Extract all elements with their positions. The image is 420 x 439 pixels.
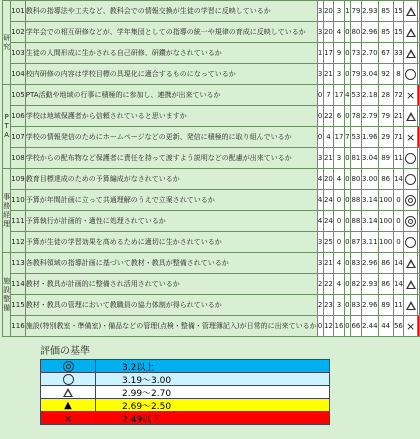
evaluation-mark bbox=[404, 295, 418, 316]
status-swatch bbox=[417, 169, 419, 190]
value-cell: 0 bbox=[344, 64, 350, 85]
evaluation-mark bbox=[404, 1, 418, 22]
item-number: 115 bbox=[11, 295, 26, 316]
value-cell: 21 bbox=[393, 106, 404, 127]
value-cell: 14 bbox=[393, 274, 404, 295]
value-cell: 29 bbox=[378, 127, 393, 148]
value-cell: 0 bbox=[393, 232, 404, 253]
item-number: 113 bbox=[11, 253, 26, 274]
value-cell: 0 bbox=[393, 211, 404, 232]
circle-icon bbox=[63, 374, 74, 385]
evaluation-mark bbox=[404, 253, 418, 274]
value-cell: 0 bbox=[334, 232, 345, 253]
status-swatch bbox=[417, 190, 419, 211]
value-cell: 4 bbox=[317, 190, 323, 211]
status-swatch bbox=[417, 211, 419, 232]
triangle-icon bbox=[406, 7, 416, 16]
value-cell: 86 bbox=[378, 274, 393, 295]
cross-icon: × bbox=[405, 130, 416, 144]
category-cell: 施 設 整 備 bbox=[3, 253, 11, 337]
value-cell: 21 bbox=[323, 148, 334, 169]
evaluation-mark bbox=[404, 190, 418, 211]
value-cell: 11 bbox=[393, 295, 404, 316]
value-cell: 20 bbox=[323, 1, 334, 22]
table-row bbox=[3, 22, 420, 43]
value-cell: 23 bbox=[323, 295, 334, 316]
table-row bbox=[3, 232, 420, 253]
item-text: 学校からの配布物など保護者に責任を持って渡すよう説明などの配慮が出来ているか bbox=[25, 148, 317, 169]
filled-triangle-icon: ▲ bbox=[64, 399, 72, 411]
legend-text: 3.19～3.00 bbox=[122, 375, 172, 386]
value-cell: 4 bbox=[334, 253, 345, 274]
value-cell: 83 bbox=[351, 295, 362, 316]
value-cell: 67 bbox=[378, 43, 393, 64]
table-row bbox=[3, 274, 420, 295]
value-cell: 72 bbox=[393, 85, 404, 106]
value-cell: 3.11 bbox=[361, 232, 378, 253]
value-cell: 100 bbox=[378, 190, 393, 211]
value-cell: 24 bbox=[323, 190, 334, 211]
table-row bbox=[3, 85, 420, 106]
item-number: 106 bbox=[11, 106, 26, 127]
status-swatch bbox=[417, 1, 419, 22]
item-text: PTA活動や地域の行事に積極的に参加し、連携が出来ているか bbox=[25, 85, 317, 106]
legend-symbol bbox=[41, 360, 96, 372]
triangle-icon bbox=[406, 301, 416, 310]
value-cell: 85 bbox=[378, 1, 393, 22]
item-number: 110 bbox=[11, 190, 26, 211]
value-cell: 17 bbox=[334, 127, 345, 148]
status-swatch bbox=[417, 22, 419, 43]
cross-icon: × bbox=[405, 319, 416, 333]
item-text: 生徒の人間形成に生かされる自己研修、研鑽がなされているか bbox=[25, 43, 317, 64]
item-number: 104 bbox=[11, 64, 26, 85]
item-text: 教育目標達成のための予算編成がなされているか bbox=[25, 169, 317, 190]
value-cell: 88 bbox=[351, 211, 362, 232]
value-cell: 2.96 bbox=[361, 22, 378, 43]
value-cell: 15 bbox=[393, 22, 404, 43]
item-number: 107 bbox=[11, 127, 26, 148]
value-cell: 3 bbox=[317, 253, 323, 274]
value-cell: 1.96 bbox=[361, 127, 378, 148]
value-cell: 22 bbox=[323, 106, 334, 127]
item-number: 116 bbox=[11, 316, 26, 337]
value-cell: 2.44 bbox=[361, 316, 378, 337]
value-cell: 0 bbox=[344, 190, 350, 211]
legend-symbol bbox=[41, 412, 96, 424]
circle-icon bbox=[405, 174, 416, 185]
table-row bbox=[3, 295, 420, 316]
value-cell: 92 bbox=[378, 64, 393, 85]
double-circle-icon bbox=[63, 361, 74, 372]
legend-row bbox=[40, 399, 330, 412]
cross-icon: × bbox=[405, 88, 416, 102]
value-cell: 3 bbox=[317, 64, 323, 85]
triangle-icon bbox=[63, 388, 73, 397]
item-text: 予算が生徒の学習効果を高めるために適切に生かされているか bbox=[25, 232, 317, 253]
legend-row bbox=[40, 412, 330, 425]
value-cell: 89 bbox=[378, 148, 393, 169]
value-cell: 79 bbox=[378, 106, 393, 127]
value-cell: 7 bbox=[344, 127, 350, 148]
value-cell: 3 bbox=[317, 22, 323, 43]
circle-icon bbox=[405, 153, 416, 164]
value-cell: 56 bbox=[393, 316, 404, 337]
cross-icon: × bbox=[63, 411, 73, 425]
value-cell: 89 bbox=[378, 295, 393, 316]
evaluation-mark bbox=[404, 127, 418, 148]
item-number: 114 bbox=[11, 274, 26, 295]
evaluation-mark bbox=[404, 316, 418, 337]
value-cell: 3 bbox=[334, 1, 345, 22]
item-number: 108 bbox=[11, 148, 26, 169]
value-cell: 79 bbox=[351, 1, 362, 22]
value-cell: 3.14 bbox=[361, 211, 378, 232]
value-cell: 85 bbox=[378, 22, 393, 43]
value-cell: 100 bbox=[378, 232, 393, 253]
category-cell: 事 務 経 理 bbox=[3, 169, 11, 253]
value-cell: 80 bbox=[351, 169, 362, 190]
value-cell: 14 bbox=[393, 169, 404, 190]
status-swatch bbox=[417, 127, 419, 148]
item-text: 学校の情報発信のためにホームページなどの更新、発信に積極的に取り組んでいるか bbox=[25, 127, 317, 148]
value-cell: 4 bbox=[323, 127, 334, 148]
circle-icon bbox=[405, 69, 416, 80]
item-number: 101 bbox=[11, 1, 26, 22]
legend-row bbox=[40, 386, 330, 399]
value-cell: 80 bbox=[351, 22, 362, 43]
value-cell: 0 bbox=[317, 316, 323, 337]
evaluation-mark bbox=[404, 232, 418, 253]
legend-text: 2.49以下 bbox=[122, 414, 161, 425]
value-cell: 3 bbox=[317, 1, 323, 22]
value-cell: 0 bbox=[344, 148, 350, 169]
table-row bbox=[3, 190, 420, 211]
legend-text: 3.2以上 bbox=[122, 362, 155, 373]
status-swatch bbox=[417, 316, 419, 337]
value-cell: 0 bbox=[344, 232, 350, 253]
evaluation-mark bbox=[404, 106, 418, 127]
value-cell: 53 bbox=[351, 127, 362, 148]
value-cell: 7 bbox=[323, 85, 334, 106]
item-number: 109 bbox=[11, 169, 26, 190]
table-row bbox=[3, 148, 420, 169]
triangle-icon bbox=[406, 28, 416, 37]
triangle-icon bbox=[406, 259, 416, 268]
status-swatch bbox=[417, 85, 419, 106]
value-cell: 3 bbox=[317, 232, 323, 253]
value-cell: 71 bbox=[393, 127, 404, 148]
value-cell: 9 bbox=[334, 43, 345, 64]
status-swatch bbox=[417, 295, 419, 316]
item-number: 103 bbox=[11, 43, 26, 64]
value-cell: 0 bbox=[344, 106, 350, 127]
value-cell: 25 bbox=[323, 232, 334, 253]
item-number: 102 bbox=[11, 22, 26, 43]
value-cell: 6 bbox=[334, 106, 345, 127]
value-cell: 0 bbox=[334, 211, 345, 232]
triangle-icon bbox=[406, 49, 416, 58]
table-row bbox=[3, 1, 420, 22]
value-cell: 28 bbox=[378, 85, 393, 106]
value-cell: 0 bbox=[317, 127, 323, 148]
value-cell: 4 bbox=[344, 85, 350, 106]
value-cell: 2.96 bbox=[361, 295, 378, 316]
value-cell: 2.96 bbox=[361, 253, 378, 274]
value-cell: 17 bbox=[334, 85, 345, 106]
value-cell: 3 bbox=[334, 148, 345, 169]
evaluation-mark bbox=[404, 43, 418, 64]
triangle-icon bbox=[406, 280, 416, 289]
value-cell: 86 bbox=[378, 169, 393, 190]
item-text: 校内研修の内容は学校目標の具現化に適合するものになっているか bbox=[25, 64, 317, 85]
table-row bbox=[3, 316, 420, 337]
status-swatch bbox=[417, 274, 419, 295]
double-circle-icon bbox=[405, 216, 416, 227]
category-cell: 研 究 bbox=[3, 1, 11, 85]
value-cell: 3.04 bbox=[361, 148, 378, 169]
value-cell: 82 bbox=[351, 274, 362, 295]
value-cell: 1 bbox=[317, 43, 323, 64]
evaluation-mark bbox=[404, 64, 418, 85]
item-number: 112 bbox=[11, 232, 26, 253]
value-cell: 14 bbox=[393, 253, 404, 274]
value-cell: 0 bbox=[344, 295, 350, 316]
item-number: 111 bbox=[11, 211, 26, 232]
evaluation-table bbox=[2, 0, 420, 337]
value-cell: 2.79 bbox=[361, 106, 378, 127]
value-cell: 81 bbox=[351, 148, 362, 169]
evaluation-mark bbox=[404, 22, 418, 43]
value-cell: 83 bbox=[351, 253, 362, 274]
triangle-icon bbox=[406, 112, 416, 121]
value-cell: 0 bbox=[344, 211, 350, 232]
value-cell: 21 bbox=[323, 253, 334, 274]
evaluation-mark bbox=[404, 148, 418, 169]
value-cell: 3 bbox=[317, 148, 323, 169]
value-cell: 21 bbox=[323, 64, 334, 85]
value-cell: 2.93 bbox=[361, 1, 378, 22]
value-cell: 3 bbox=[334, 295, 345, 316]
item-text: 予算が年間計画に立って共通理解のうえで立案されているか bbox=[25, 190, 317, 211]
item-text: 各教科領域の指導計画に基づいて教材・教具が整備されているか bbox=[25, 253, 317, 274]
value-cell: 4 bbox=[334, 22, 345, 43]
value-cell: 0 bbox=[344, 316, 350, 337]
value-cell: 86 bbox=[378, 253, 393, 274]
value-cell: 3.00 bbox=[361, 169, 378, 190]
double-circle-icon bbox=[405, 195, 416, 206]
value-cell: 0 bbox=[334, 190, 345, 211]
value-cell: 15 bbox=[393, 1, 404, 22]
status-swatch bbox=[417, 232, 419, 253]
value-cell: 0 bbox=[344, 169, 350, 190]
value-cell: 3.04 bbox=[361, 64, 378, 85]
evaluation-mark bbox=[404, 211, 418, 232]
value-cell: 66 bbox=[351, 316, 362, 337]
table-row bbox=[3, 106, 420, 127]
legend-title: 評価の基準 bbox=[40, 346, 90, 357]
value-cell: 20 bbox=[323, 169, 334, 190]
item-text: 施設(特別教室・準備室)・備品などの管理(点検・整備・管理簿記入)が日常的に出来ているか bbox=[25, 316, 317, 337]
value-cell: 16 bbox=[334, 316, 345, 337]
value-cell: 2.18 bbox=[361, 85, 378, 106]
value-cell: 3 bbox=[334, 64, 345, 85]
value-cell: 0 bbox=[344, 274, 350, 295]
legend-row bbox=[40, 359, 330, 373]
legend-text: 2.69～2.50 bbox=[122, 401, 172, 412]
value-cell: 53 bbox=[351, 85, 362, 106]
table-row bbox=[3, 253, 420, 274]
item-number: 105 bbox=[11, 85, 26, 106]
value-cell: 33 bbox=[393, 43, 404, 64]
value-cell: 0 bbox=[344, 253, 350, 274]
value-cell: 0 bbox=[344, 22, 350, 43]
value-cell: 2.70 bbox=[361, 43, 378, 64]
value-cell: 2 bbox=[317, 274, 323, 295]
table-row bbox=[3, 127, 420, 148]
value-cell: 12 bbox=[323, 316, 334, 337]
status-swatch bbox=[417, 148, 419, 169]
value-cell: 11 bbox=[393, 148, 404, 169]
circle-icon bbox=[405, 237, 416, 248]
value-cell: 79 bbox=[351, 64, 362, 85]
value-cell: 1 bbox=[344, 1, 350, 22]
value-cell: 0 bbox=[393, 190, 404, 211]
value-cell: 0 bbox=[317, 85, 323, 106]
item-text: 学校は地域保護者から信頼されていると思いますか bbox=[25, 106, 317, 127]
value-cell: 88 bbox=[351, 190, 362, 211]
item-text: 教材・教具が計画的に整備され活用されているか bbox=[25, 274, 317, 295]
legend-row bbox=[40, 373, 330, 386]
legend-symbol bbox=[41, 386, 96, 398]
item-text: 教科の指導法や工夫など、教科会での情報交換が生徒の学習に反映しているか bbox=[25, 1, 317, 22]
value-cell: 24 bbox=[323, 211, 334, 232]
item-text: 予算執行が計画的・適性に処理されているか bbox=[25, 211, 317, 232]
evaluation-legend bbox=[40, 345, 330, 425]
value-cell: 17 bbox=[323, 43, 334, 64]
value-cell: 73 bbox=[351, 43, 362, 64]
value-cell: 100 bbox=[378, 211, 393, 232]
value-cell: 4 bbox=[317, 169, 323, 190]
item-text: 教材・教具の管理において教職員の協力体制が得られているか bbox=[25, 295, 317, 316]
table-row bbox=[3, 64, 420, 85]
value-cell: 0 bbox=[317, 106, 323, 127]
table-row bbox=[3, 211, 420, 232]
value-cell: 22 bbox=[323, 274, 334, 295]
status-swatch bbox=[417, 43, 419, 64]
evaluation-mark bbox=[404, 274, 418, 295]
table-row bbox=[3, 169, 420, 190]
evaluation-mark bbox=[404, 169, 418, 190]
value-cell: 8 bbox=[393, 64, 404, 85]
status-swatch bbox=[417, 106, 419, 127]
value-cell: 4 bbox=[334, 169, 345, 190]
item-text: 学年会での相互研修などが、学年集団としての指導の統一や規律の育成に反映しているか bbox=[25, 22, 317, 43]
legend-text: 2.99～2.70 bbox=[122, 388, 172, 399]
status-swatch bbox=[417, 64, 419, 85]
value-cell: 0 bbox=[344, 43, 350, 64]
category-cell: P T A bbox=[3, 85, 11, 169]
evaluation-mark bbox=[404, 85, 418, 106]
value-cell: 20 bbox=[323, 22, 334, 43]
value-cell: 44 bbox=[378, 316, 393, 337]
table-row bbox=[3, 43, 420, 64]
status-swatch bbox=[417, 253, 419, 274]
legend-symbol bbox=[41, 373, 96, 385]
value-cell: 2.93 bbox=[361, 274, 378, 295]
legend-symbol bbox=[41, 399, 96, 411]
value-cell: 4 bbox=[317, 211, 323, 232]
value-cell: 4 bbox=[334, 274, 345, 295]
value-cell: 3.14 bbox=[361, 190, 378, 211]
value-cell: 2 bbox=[317, 295, 323, 316]
value-cell: 87 bbox=[351, 232, 362, 253]
value-cell: 78 bbox=[351, 106, 362, 127]
